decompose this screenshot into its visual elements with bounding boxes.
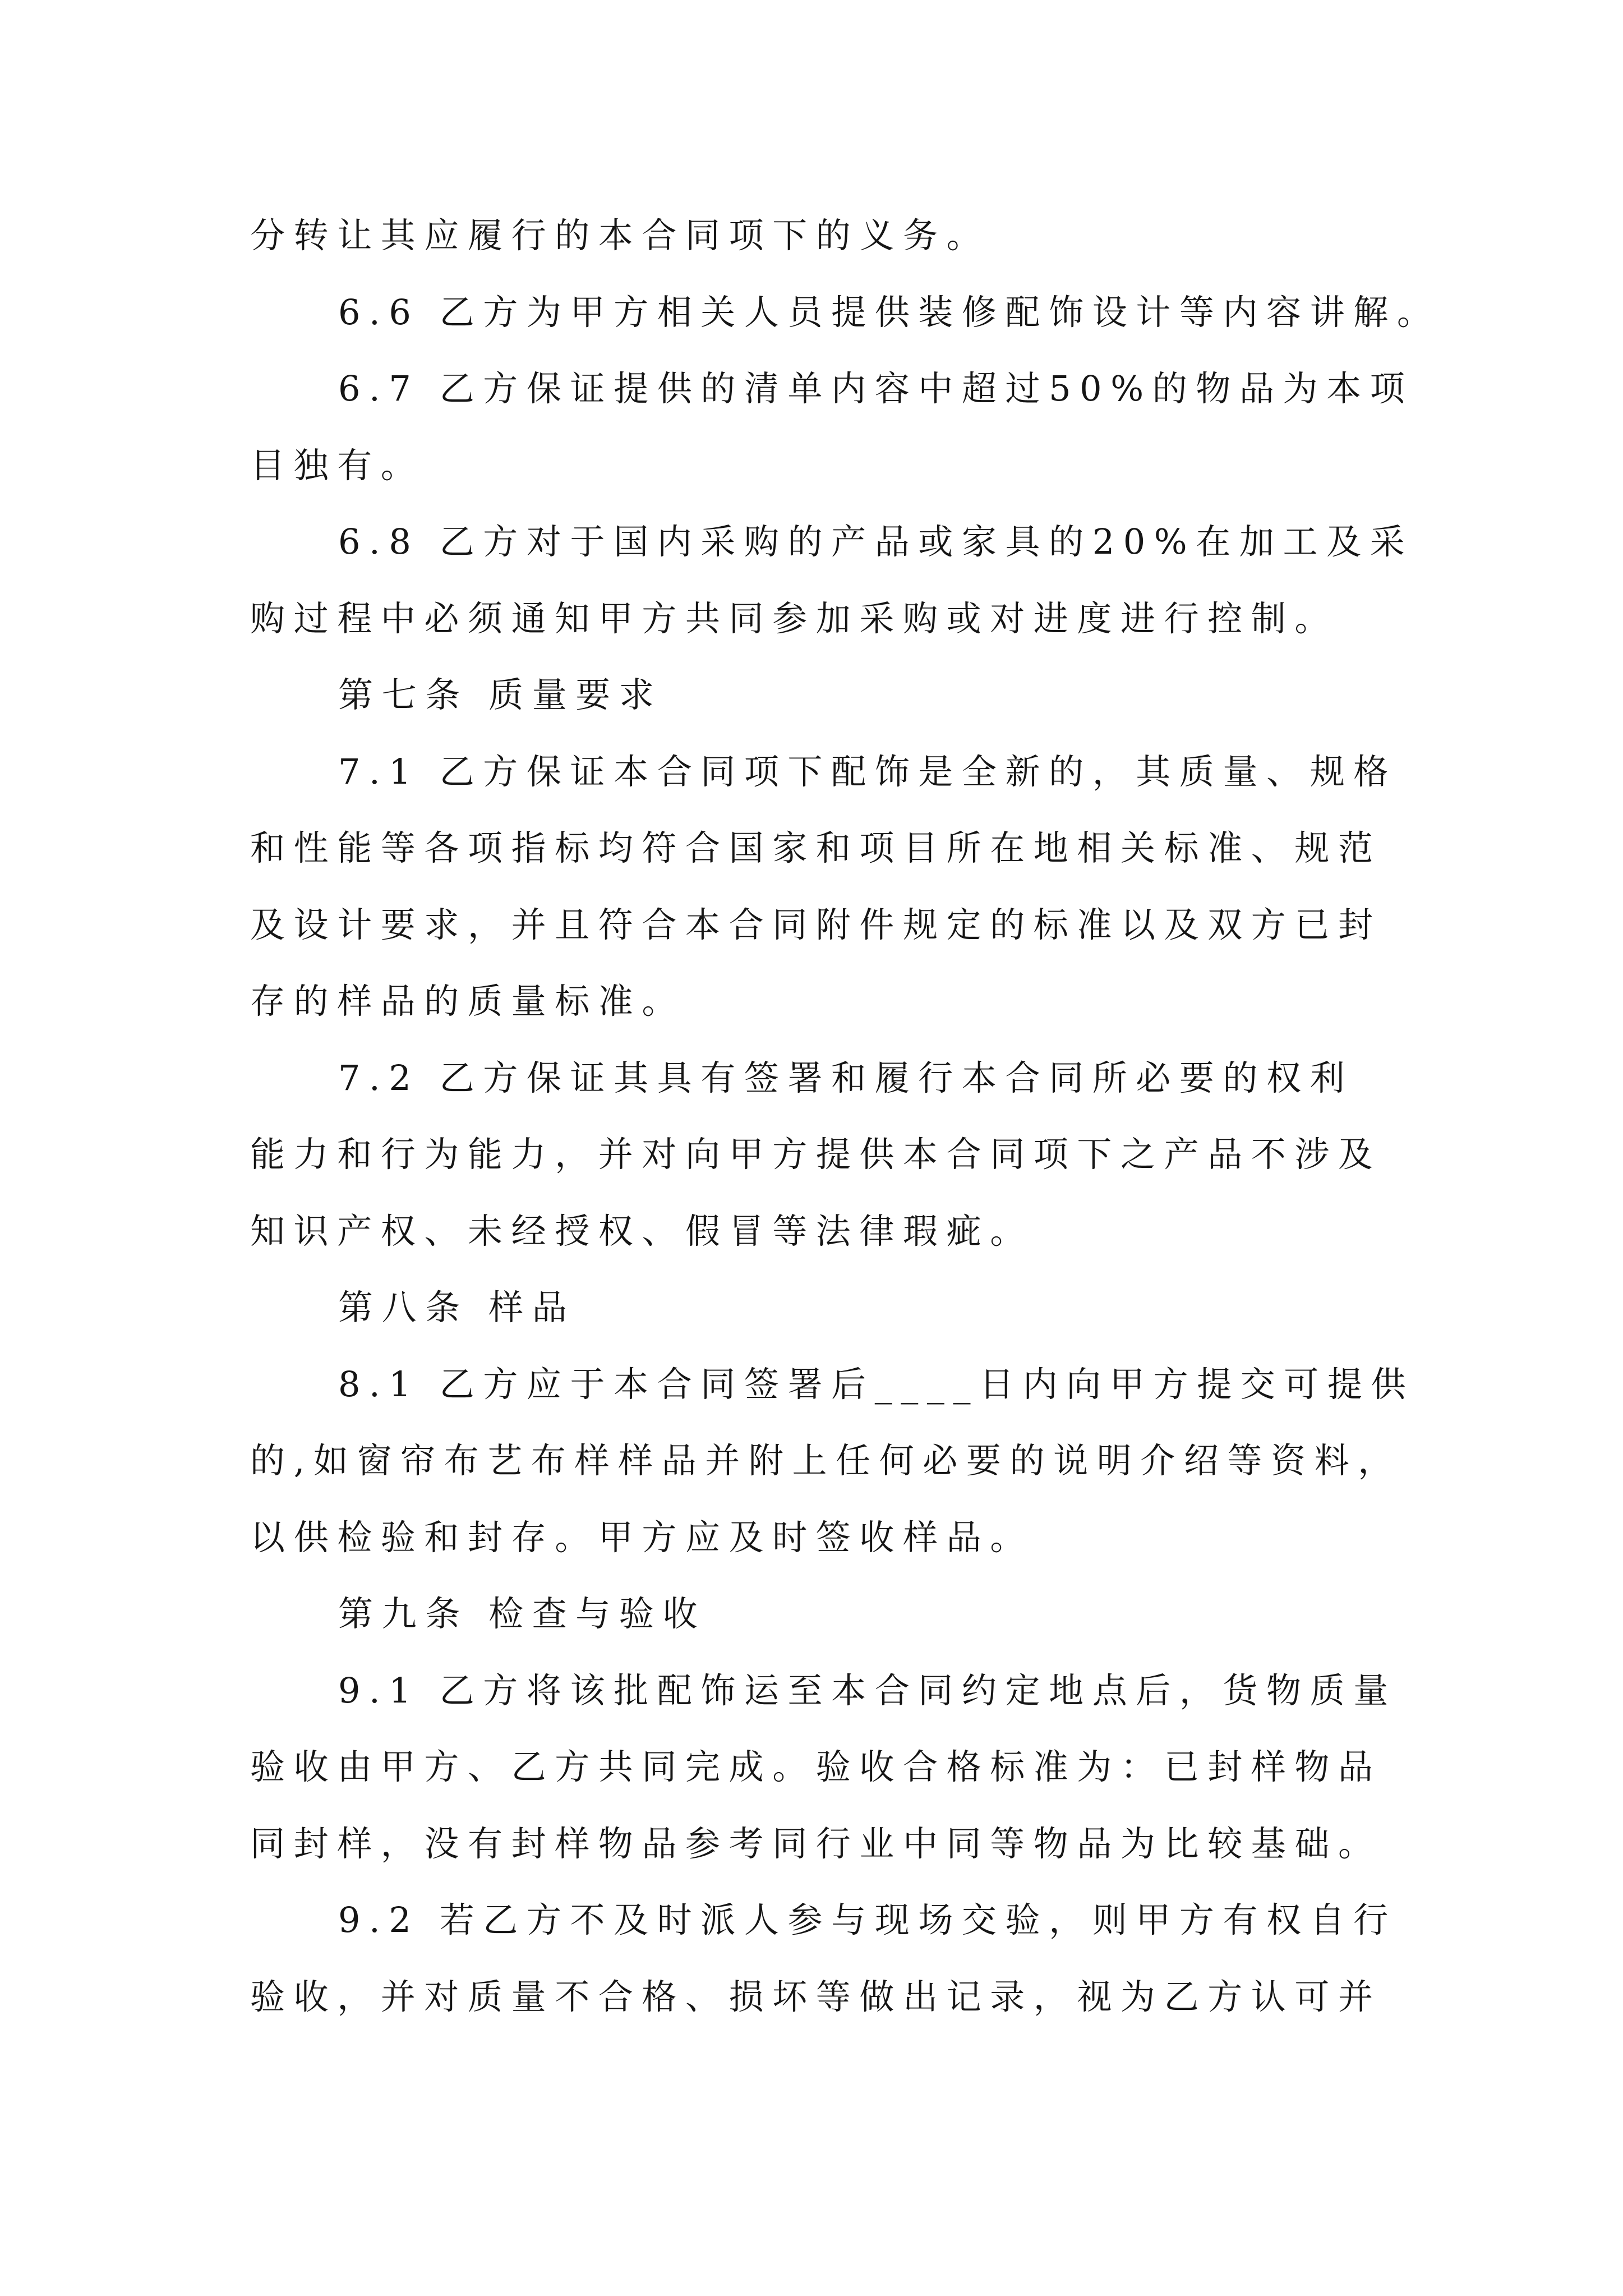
clause-6-8: [250, 504, 1428, 657]
text-line: 8.1 乙方应于本合同签署后____日内向甲方提交可提供: [338, 1363, 1415, 1405]
clause-6-6: [250, 274, 1441, 351]
text-line: 6.8 乙方对于国内采购的产品或家具的20%在加工及采: [338, 521, 1414, 562]
text-line: 购过程中必须通知甲方共同参加采购或对进度进行控制。: [250, 597, 1339, 639]
clause-9-2: [250, 1882, 1428, 2035]
text-line: 6.7 乙方保证提供的清单内容中超过50%的物品为本项: [338, 368, 1414, 409]
text-line: 同封样，没有封样物品参考同行业中同等物品为比较基础。: [250, 1823, 1382, 1864]
text-line: 6.6 乙方为甲方相关人员提供装修配饰设计等内容讲解。: [338, 291, 1441, 333]
clause-9-1: [250, 1653, 1428, 1883]
text-line: 7.1 乙方保证本合同项下配饰是全新的，其质量、规格: [338, 751, 1397, 792]
text-line: 目独有。: [250, 444, 425, 486]
text-line: 验收，并对质量不合格、损坏等做出记录，视为乙方认可并: [250, 1976, 1382, 2017]
text-line: 存的样品的质量标准。: [250, 981, 686, 1022]
text-line: 9.2 若乙方不及时派人参与现场交验，则甲方有权自行: [338, 1899, 1397, 1940]
document-body: [250, 197, 1441, 2035]
clause-7-1: [250, 734, 1428, 1040]
text-line: 分转让其应履行的本合同项下的义务。: [250, 215, 990, 256]
article-8-heading-block: [250, 1269, 1428, 1346]
clause-8-1: [250, 1346, 1428, 1576]
text-line: 能力和行为能力，并对向甲方提供本合同项下之产品不涉及: [250, 1134, 1382, 1175]
text-line: 的,如窗帘布艺布样样品并附上任何必要的说明介绍等资料，: [250, 1440, 1401, 1481]
text-line: 7.2 乙方保证其具有签署和履行本合同所必要的权利: [338, 1057, 1354, 1098]
article-heading: 第九条 检查与验收: [338, 1593, 707, 1634]
clause-6-7: [250, 351, 1428, 504]
text-line: 知识产权、未经授权、假冒等法律瑕疵。: [250, 1210, 1034, 1251]
article-7-heading-block: [250, 657, 1428, 734]
paragraph-continuation: [250, 197, 1428, 274]
text-line: 以供检验和封存。甲方应及时签收样品。: [250, 1516, 1034, 1558]
text-line: 9.1 乙方将该批配饰运至本合同约定地点后，货物质量: [338, 1669, 1397, 1711]
article-heading: 第八条 样品: [338, 1287, 576, 1328]
text-line: 验收由甲方、乙方共同完成。验收合格标准为：已封样物品: [250, 1746, 1382, 1787]
article-9-heading-block: [250, 1576, 1428, 1653]
text-line: 和性能等各项指标均符合国家和项目所在地相关标准、规范: [250, 827, 1382, 868]
clause-7-2: [250, 1040, 1428, 1270]
text-line: 及设计要求，并且符合本合同附件规定的标准以及双方已封: [250, 904, 1382, 945]
article-heading: 第七条 质量要求: [338, 674, 663, 715]
